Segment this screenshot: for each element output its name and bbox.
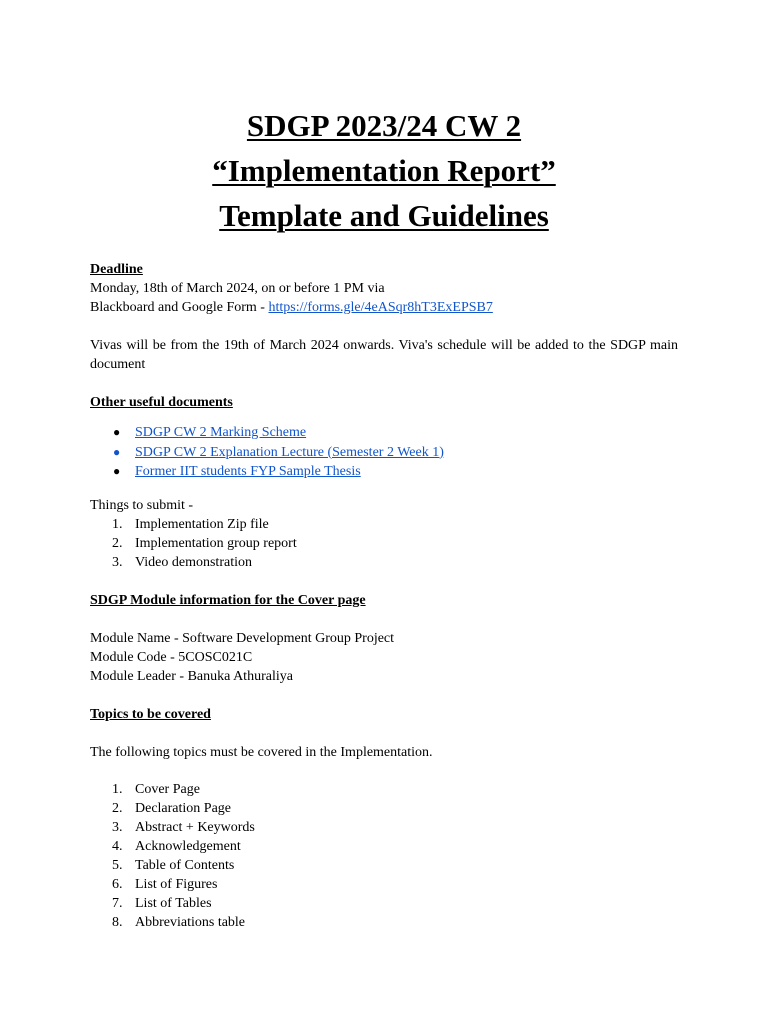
list-number: 7. [112,895,123,911]
list-item-text: Abbreviations table [135,914,246,930]
module-info-heading: SDGP Module information for the Cover page [90,592,366,608]
module-leader: Module Leader - Banuka Athuraliya [90,668,293,684]
list-number: 2. [112,535,123,551]
google-form-link[interactable]: https://forms.gle/4eASqr8hT3ExEPSB7 [268,300,493,315]
list-item-text: Video demonstration [135,554,252,570]
useful-docs-list [90,423,678,482]
document-page [90,0,678,932]
module-code: Module Code - 5COSC021C [90,649,253,665]
module-name: Module Name - Software Development Group Project [90,630,395,646]
useful-docs-section [90,393,678,482]
list-item-text: Table of Contents [135,857,235,873]
list-number: 2. [112,800,123,816]
title-line-2: “Implementation Report” [212,153,556,188]
list-item [112,515,678,534]
submit-section [90,496,678,572]
deadline-heading: Deadline [90,262,143,277]
title-line-3: Template and Guidelines [219,198,549,233]
submit-intro: Things to submit - [90,497,194,513]
list-number: 1. [112,516,123,532]
list-item-text: Acknowledgement [135,838,241,854]
list-item [112,894,678,913]
deadline-submission-prefix: Blackboard and Google Form - [90,300,269,315]
bullet-icon: ● [113,444,121,459]
submit-list [90,515,678,572]
list-item [113,443,678,463]
list-number: 6. [112,876,123,892]
topics-section [90,705,678,932]
list-item [113,423,678,443]
topics-heading: Topics to be covered [90,706,211,722]
list-item-text: List of Tables [135,895,212,911]
useful-docs-heading: Other useful documents [90,395,233,410]
list-number: 8. [112,914,123,930]
list-item [112,875,678,894]
list-number: 5. [112,857,123,873]
list-item [113,462,678,482]
list-item-text: Declaration Page [135,800,232,816]
list-item [112,799,678,818]
list-number: 3. [112,819,123,835]
deadline-date: Monday, 18th of March 2024, on or before 1 PM via [90,281,385,296]
bullet-icon: ● [113,425,121,439]
list-item-text: Abstract + Keywords [135,819,255,835]
list-item [112,856,678,875]
list-number: 4. [112,838,123,854]
marking-scheme-link[interactable]: SDGP CW 2 Marking Scheme [135,425,307,440]
vivas-text: Vivas will be from the 19th of March 2024 onwards. Viva's schedule will be added to the SDGP main document [90,338,678,372]
deadline-submission-line [90,298,678,317]
list-item-text: Implementation group report [135,535,297,551]
list-item [112,818,678,837]
vivas-section [90,336,678,374]
document-title [90,103,678,238]
list-item [112,913,678,932]
list-item [112,534,678,553]
module-info-section [90,591,678,686]
list-item-text: List of Figures [135,876,218,892]
list-item-text: Implementation Zip file [135,516,269,532]
explanation-lecture-link[interactable]: SDGP CW 2 Explanation Lecture (Semester 2 Week 1) [135,444,444,460]
deadline-section [90,260,678,317]
list-number: 1. [112,781,123,797]
list-item [112,780,678,799]
list-item [112,553,678,572]
list-item [112,837,678,856]
list-number: 3. [112,554,123,570]
title-line-1: SDGP 2023/24 CW 2 [246,108,522,143]
bullet-icon: ● [113,464,121,478]
topics-intro: The following topics must be covered in the Implementation. [90,744,433,760]
list-item-text: Cover Page [135,781,200,797]
topics-list [90,780,678,932]
sample-thesis-link[interactable]: Former IIT students FYP Sample Thesis [135,464,361,479]
